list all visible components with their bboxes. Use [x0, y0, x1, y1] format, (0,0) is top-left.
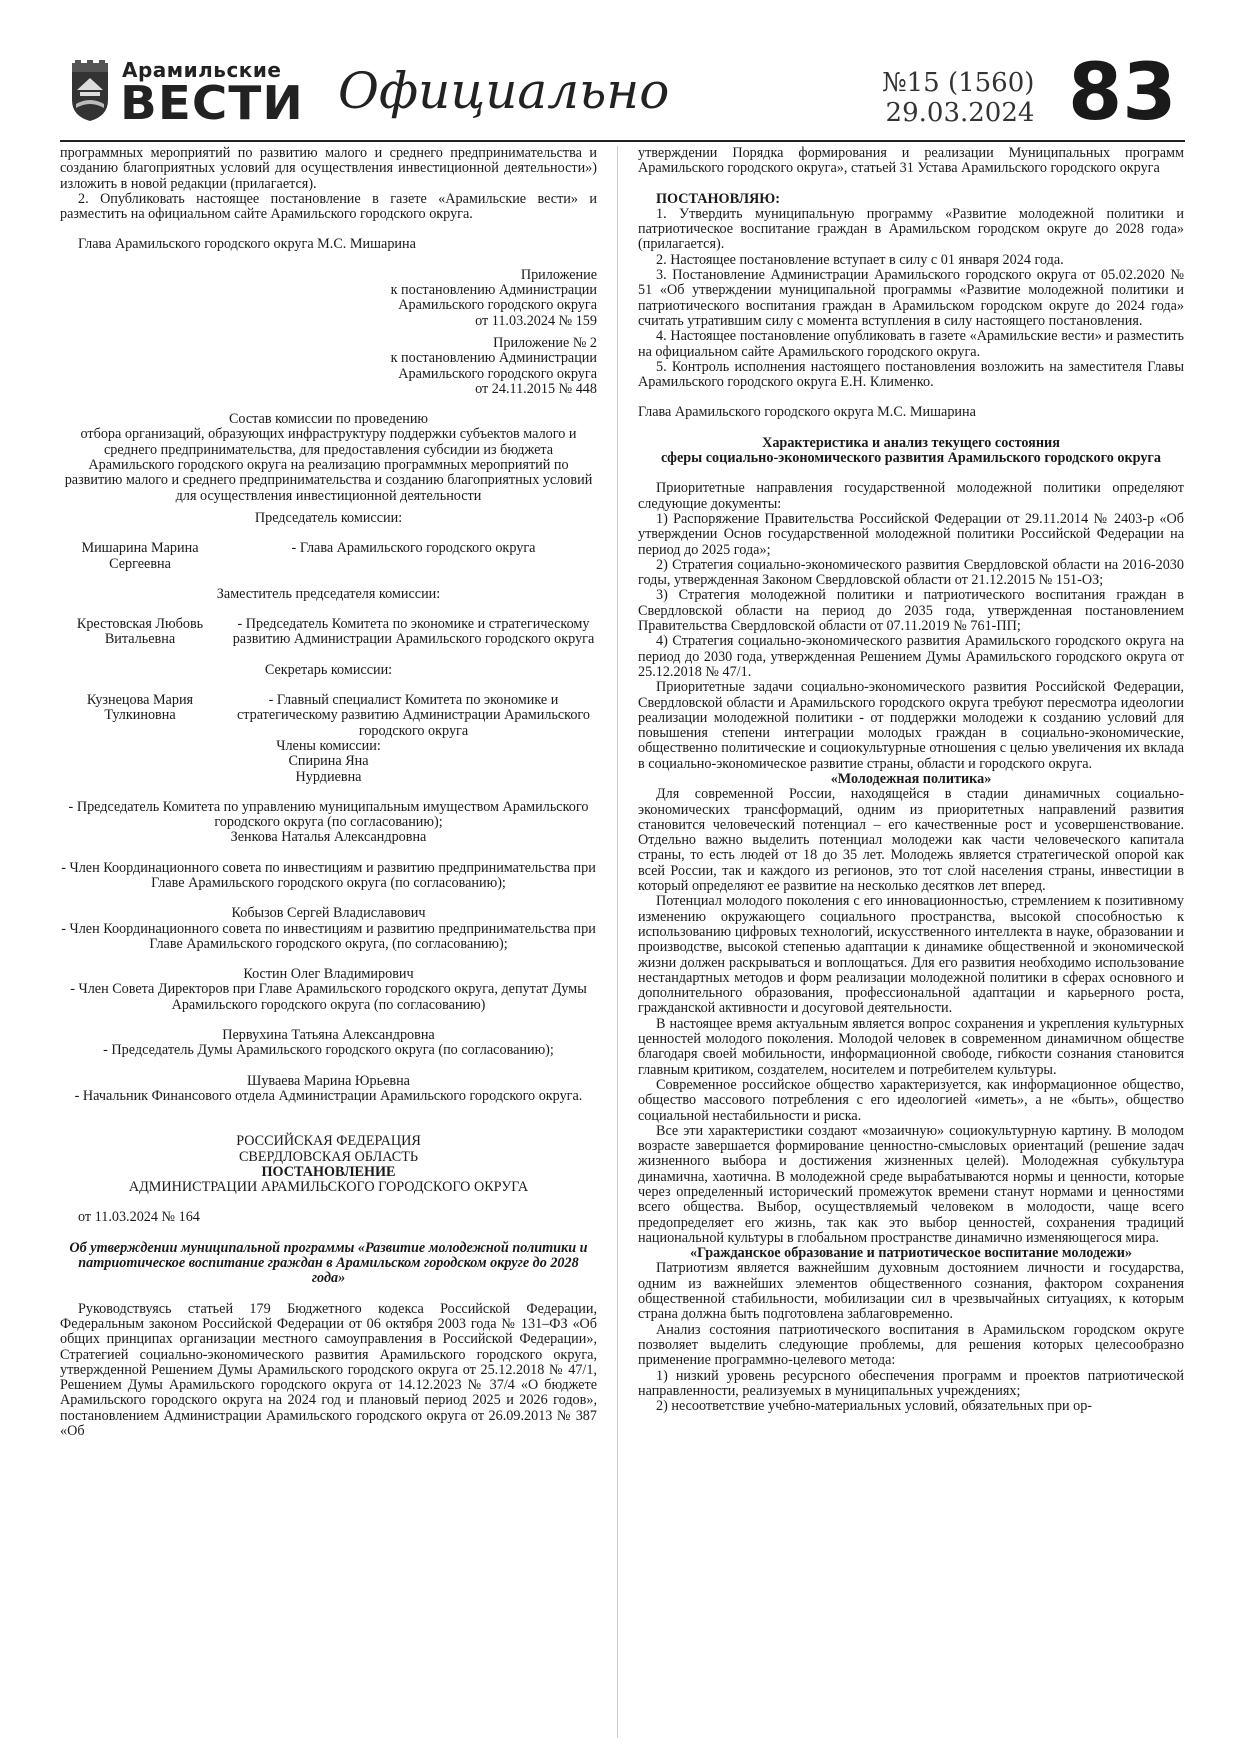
deputy-role: - Председатель Комитета по экономике и стратегическому развитию Администрации Арамильского городского округа: [232, 616, 595, 648]
member-role: - Председатель Думы Арамильского городского округа (по согласованию);: [103, 1042, 554, 1059]
header-admin: АДМИНИСТРАЦИИ АРАМИЛЬСКОГО ГОРОДСКОГО ОКРУГА: [128, 1179, 529, 1196]
paragraph: Анализ состояния патриотического воспитания в Арамильском городском округе позволяет выделить следующие проблемы, для решения которых целесообразно применение программно-целевого метода:: [638, 1321, 1184, 1369]
publish-item: 2. Опубликовать настоящее постановление в газете «Арамильские вести» и разместить на официальном сайте Арамильского городского округа.: [60, 190, 597, 223]
coat-of-arms-logo: [68, 60, 112, 122]
list-item: 2) несоответствие учебно-материальных условий, обязательных при ор-: [656, 1398, 1093, 1415]
paragraph: Приоритетные задачи социально-экономического развития Российской Федерации, Свердловской области и Арамильского городского округа требуют пересмотра идеологии реализации молодежной политики - от поддержки молодежи к созданию условий для повышения степени интеграции молодых граждан в социально-экономические, общественно политические и социокультурные отношения с целью увеличения их вклада в социально-экономическое развитие страны, области и городского округа.: [638, 679, 1184, 772]
deputy-row: [60, 617, 597, 648]
list-item: 1) низкий уровень ресурсного обеспечения программ и проектов патриотической направленности, реализуемых в муниципальных учреждениях;: [638, 1367, 1184, 1399]
resolution-item: 4. Настоящее постановление опубликовать в газете «Арамильские вести» и разместить на официальном сайте Арамильского городского округа.: [638, 328, 1184, 360]
section-heading: Характеристика и анализ текущего состояния: [762, 434, 1060, 451]
list-item: 4) Стратегия социально-экономического развития Арамильского городского округа на период до 2030 года, утвержденная Решением Думы Арамильского городского округа от 25.12.2018 № 47/1.: [638, 633, 1184, 680]
member-role: - Член Координационного совета по инвестициям и развитию предпринимательства при Главе Арамильского городского округа, (по согласованию);: [61, 920, 596, 952]
section-title: Официально: [338, 62, 670, 120]
chair-name: Мишарина Марина Сергеевна: [81, 540, 199, 572]
issue-date: 29.03.2024: [885, 98, 1035, 128]
paragraph: В настоящее время актуальным является вопрос сохранения и укрепления культурных ценностей молодого поколения. Молодой человек в современном динамичном обществе благодаря своей мобильности, информационной свободе, гибкости сознания становится главным критиком, создателем, носителем и потребителем культуры.: [638, 1015, 1184, 1078]
secretary-row: [60, 693, 597, 739]
resolution-item: 2. Настоящее постановление вступает в силу с 01 января 2024 года.: [656, 251, 1064, 268]
issue-info: [882, 68, 1034, 128]
preamble: Руководствуясь статьей 179 Бюджетного кодекса Российской Федерации, Федеральным законом Российской Федерации от 06 октября 2003 года № 131–ФЗ «Об общих принципах организации местного самоуправления в Российской Федерации», Стратегией социально-экономического развития Арамильского городского округа, утвержденной Решением Думы Арамильского городского округа от 25.12.2018 № 47/1, Решением Думы Арамильского городского округа от 14.12.2023 № 37/4 «О бюджете Арамильского городского округа на 2024 год и плановый период 2025 и 2026 годов», постановлением Администрации Арамильского городского округа от 26.09.2013 № 387 «Об: [60, 1300, 597, 1439]
header-doc: ПОСТАНОВЛЕНИЕ: [261, 1163, 396, 1180]
commission-title: Состав комиссии по проведению: [228, 411, 429, 428]
header-rf: РОССИЙСКАЯ ФЕДЕРАЦИЯ: [236, 1133, 421, 1150]
appendix-line: Приложение № 2: [493, 334, 597, 351]
signature: Глава Арамильского городского округа М.С. Мишарина: [78, 236, 416, 253]
paragraph: Для современной России, находящейся в стадии динамичных социально-экономических трансформаций, одним из приоритетных направлений развития становится человеческий потенциал – его качественные рост и усовершенствование. Отдельно важно выделить потенциал молодежи как части человеческого капитала страны, то есть людей от 18 до 35 лет. Молодежь является стратегической опорой как всей России, так и каждого из регионов, это тот слой населения страны, инвестиции в который определяют ее развитие на несколько десятков лет вперед.: [638, 786, 1184, 895]
paper-name-top: Арамильские: [122, 58, 282, 82]
deputy-name: Крестовская Любовь Витальевна: [76, 616, 204, 648]
appendix-line: Приложение: [520, 266, 597, 283]
secretary-heading: Секретарь комиссии:: [264, 661, 393, 678]
members-heading: Члены комиссии:: [276, 737, 381, 754]
paper-name-bottom: ВЕСТИ: [120, 76, 304, 130]
section-heading: сферы социально-экономического развития Арамильского городского округа: [661, 450, 1161, 467]
paragraph: Приоритетные направления государственной молодежной политики определяют следующие документы:: [638, 480, 1184, 512]
member-name: Костин Олег Владимирович: [243, 966, 414, 983]
masthead-rule: [60, 140, 1185, 142]
member-name: Кобызов Сергей Владиславович: [231, 905, 426, 922]
member-name: Первухина Татьяна Александровна: [222, 1027, 435, 1044]
resolve-heading: ПОСТАНОВЛЯЮ:: [656, 190, 781, 207]
paragraph: Патриотизм является важнейшим духовным достоянием личности и государства, одним из важнейших элементов общественного сознания, фактором сохранения общественной стабильности, мобилизации сил в чрезвычайных ситуациях, к которым страна должна быть подготовлена заблаговременно.: [638, 1260, 1184, 1323]
appendix-line: от 24.11.2015 № 448: [475, 380, 597, 397]
member-name: Спирина Яна: [288, 753, 369, 770]
member-name: Нурдиевна: [295, 768, 362, 785]
member-role: - Член Координационного совета по инвестициям и развитию предпринимательства при Главе Арамильского городского округа (по согласованию);: [61, 859, 596, 891]
deputy-heading: Заместитель председателя комиссии:: [216, 585, 441, 602]
column-divider: [617, 146, 618, 1738]
chair-role: - Глава Арамильского городского округа: [291, 540, 536, 557]
resolution-item: 3. Постановление Администрации Арамильского городского округа от 05.02.2020 № 51 «Об утверждении муниципальной программы «Развитие молодежной политики и патриотического воспитания граждан в Арамильском городском округе до 2024 года» считать утратившим силу с момента вступления в силу настоящего постановления.: [638, 267, 1184, 329]
chair-row: [60, 541, 597, 572]
appendix-line: Арамильского городского округа: [398, 365, 597, 382]
subheading-youth: «Молодежная политика»: [830, 770, 992, 787]
appendix-block-1: [60, 268, 597, 329]
appendix-line: от 11.03.2024 № 159: [475, 312, 597, 329]
commission-subtitle: отбора организаций, образующих инфраструктуру поддержки субъектов малого и среднего предпринимательства, для предоставления субсидии из бюджета Арамильского городского округа на реализацию программных мероприятий по развитию малого и среднего предпринимательства и созданию благоприятных условий для осуществления инвестиционной деятельности: [64, 426, 593, 504]
paragraph: Потенциал молодого поколения с его инновационностью, стремлением к позитивному изменению окружающего социального пространства, высокой способностью к использованию цифровых технологий, искусственного интеллекта в науке, образовании и производстве, высокой степенью адаптации к динамике общественной и экономической жизни должен раскрываться и воплощаться. Для его развития необходимо использование нестандартных методов и форм реализации молодежной политики в сферах основного и дополнительного образования, профессиональной адаптации и карьерного роста, гражданской активности и досуговой деятельности.: [638, 893, 1184, 1017]
secretary-role: - Главный специалист Комитета по экономике и стратегическому развитию Администрации Арамильского городского округа: [236, 692, 590, 739]
resolution-item: 5. Контроль исполнения настоящего постановления возложить на заместителя Главы Арамильского городского округа Е.Н. Клименко.: [638, 358, 1184, 391]
issue-number: №15 (1560): [882, 68, 1035, 98]
member-role: - Председатель Комитета по управлению муниципальным имуществом Арамильского городского округа (по согласованию);: [68, 798, 589, 831]
header-region: СВЕРДЛОВСКАЯ ОБЛАСТЬ: [238, 1148, 419, 1165]
decree-date: от 11.03.2024 № 164: [78, 1209, 200, 1226]
left-column: [60, 146, 597, 1439]
member-role: - Начальник Финансового отдела Администрации Арамильского городского округа.: [74, 1087, 583, 1104]
subheading-civic: «Гражданское образование и патриотическое воспитание молодежи»: [689, 1245, 1132, 1262]
appendix-line: к постановлению Администрации: [390, 350, 597, 367]
intro-continuation: программных мероприятий по развитию малого и среднего предпринимательства и созданию благоприятных условий для осуществления инвестиционной деятельности») изложить в новой редакции (прилагается).: [60, 145, 597, 192]
member-name: Шуваева Марина Юрьевна: [247, 1072, 410, 1089]
appendix-block-2: [60, 336, 597, 397]
right-column: [638, 146, 1184, 1414]
paragraph: Современное российское общество характеризуется, как информационное общество, общество массового потребления с его идеологией «иметь», а не «быть», общество социальной нестабильности и риска.: [638, 1076, 1184, 1124]
member-role: - Член Совета Директоров при Главе Арамильского городского округа, депутат Думы Арамильского городского округа (по согласованию): [70, 981, 587, 1013]
masthead: [60, 48, 1185, 140]
preamble-continuation: утверждении Порядка формирования и реализации Муниципальных программ Арамильского городского округа», статьей 31 Устава Арамильского городского округа: [638, 145, 1184, 177]
list-item: 1) Распоряжение Правительства Российской Федерации от 29.11.2014 № 2403-р «Об утверждении Основ государственной молодежной политики Российской Федерации на период до 2025 года»;: [638, 510, 1184, 558]
list-item: 3) Стратегия молодежной политики и патриотического воспитания граждан в Свердловской области на период до 2035 года, утвержденная постановлением Правительства Свердловской области от 07.11.2019 № 761-ПП;: [638, 587, 1184, 635]
page-number: 83: [1068, 48, 1177, 138]
chair-heading: Председатель комиссии:: [254, 509, 403, 526]
paragraph: Все эти характеристики создают «мозаичную» социокультурную картину. В молодом возрасте завершается формирование ценностно-смысловых ориентаций (решение задач жизненного выбора и достижения жизненных целей). Молодежная субкультура динамична, хаотична. В молодежной среде вырабатываются нормы и ценности, которые через определенный исторический промежуток времени станут нормами и ценностями всего общества. Выбор, осуществляемый человеком в молодости, чаще всего предопределяет его жизнь, так как это выбор ценностей, сохранения традиций национальной культуры в глобальном пространстве динамично изменяющегося мира.: [638, 1122, 1184, 1246]
appendix-line: Арамильского городского округа: [398, 297, 597, 314]
appendix-line: к постановлению Администрации: [390, 282, 597, 299]
member-name: Зенкова Наталья Александровна: [230, 829, 427, 846]
resolution-item: 1. Утвердить муниципальную программу «Развитие молодежной политики и патриотическое воспитание граждан в Арамильском городском округе до 2028 года» (прилагается).: [638, 205, 1184, 253]
signature: Глава Арамильского городского округа М.С. Мишарина: [638, 404, 976, 421]
decree-title: Об утверждении муниципальной программы «Развитие молодежной политики и патриотическое воспитание граждан в Арамильском городском округе до 2028 года»: [69, 1239, 588, 1287]
list-item: 2) Стратегия социально-экономического развития Свердловской области на 2016-2030 годы, утвержденная Законом Свердловской области от 21.12.2015 № 151-ОЗ;: [638, 556, 1184, 589]
secretary-name: Кузнецова Мария Тулкиновна: [86, 692, 194, 724]
